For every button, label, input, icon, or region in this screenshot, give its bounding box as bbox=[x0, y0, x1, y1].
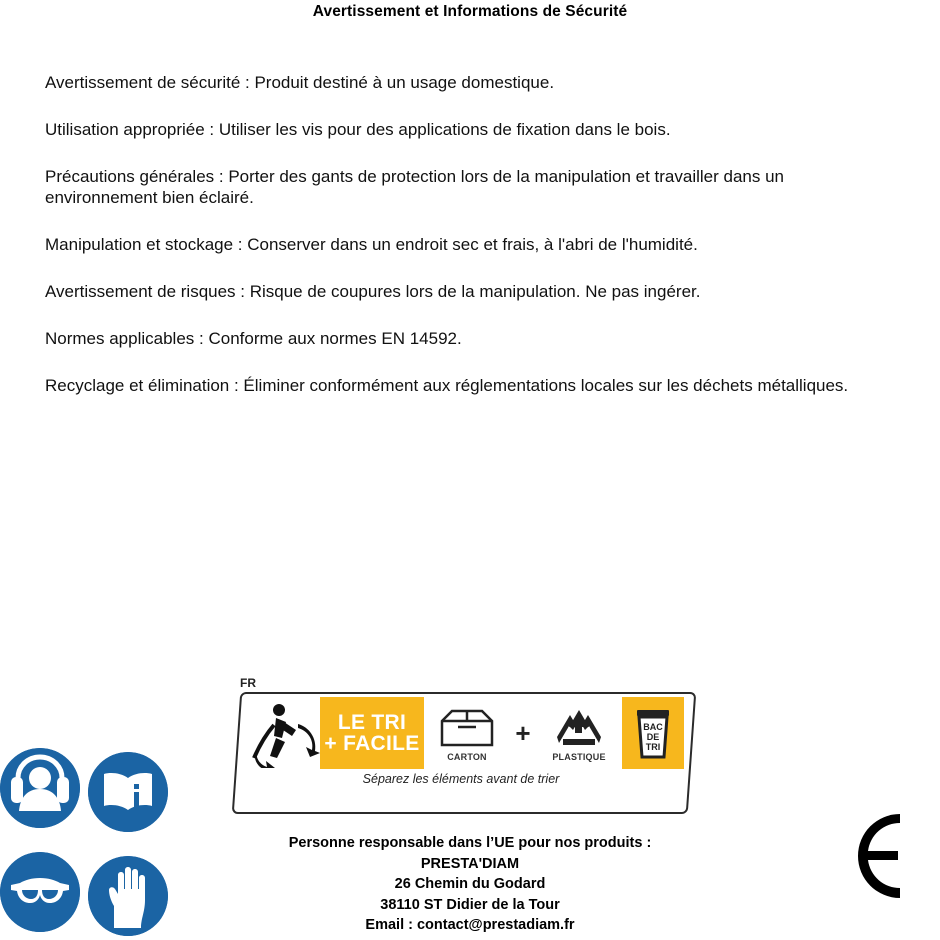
ce-marking-icon bbox=[752, 806, 912, 906]
responsible-person-email: Email : contact@prestadiam.fr bbox=[365, 917, 575, 933]
paragraph-proper-use: Utilisation appropriée : Utiliser les vis pour des applications de fixation dans le bois. bbox=[45, 120, 671, 139]
paragraph-recycling-disposal: Recyclage et élimination : Éliminer conformément aux réglementations locales sur les déchets métalliques. bbox=[45, 376, 849, 395]
triman-bin-cell bbox=[622, 697, 684, 769]
triman-carton-cell bbox=[424, 697, 510, 769]
responsible-person-address-line2: 38110 ST Didier de la Tour bbox=[380, 896, 560, 913]
paragraph-handling-storage: Manipulation et stockage : Conserver dans un endroit sec et frais, à l'abri de l'humidité. bbox=[45, 235, 698, 254]
svg-text:DE: DE bbox=[646, 732, 660, 742]
waste-bin-icon bbox=[629, 704, 677, 762]
triman-headline bbox=[320, 697, 424, 769]
page-title: Avertissement et Informations de Sécurité bbox=[312, 3, 628, 20]
triman-headline-line2: + FACILE bbox=[324, 732, 420, 755]
triman-plus-sign: + bbox=[515, 717, 531, 748]
triman-headline-line1: LE TRI bbox=[337, 711, 407, 734]
responsible-person-heading: Personne responsable dans l’UE pour nos produits : bbox=[288, 835, 652, 851]
mandatory-pictogram-group bbox=[0, 748, 182, 940]
responsible-person-address-line1: 26 Chemin du Godard bbox=[394, 876, 546, 892]
responsible-person-company: PRESTA'DIAM bbox=[420, 855, 520, 872]
svg-text:BAC: BAC bbox=[643, 722, 663, 732]
triman-logo-icon bbox=[246, 698, 320, 768]
ear-protection-icon bbox=[0, 748, 80, 828]
triman-footer-text: Séparez les éléments avant de trier bbox=[362, 772, 560, 786]
paragraph-applicable-standards: Normes applicables : Conforme aux normes EN 14592. bbox=[45, 329, 462, 348]
paragraph-risk-warning: Avertissement de risques : Risque de coupures lors de la manipulation. Ne pas ingérer. bbox=[45, 282, 701, 301]
responsible-person-block bbox=[200, 833, 740, 936]
recycling-arrows-icon bbox=[551, 705, 607, 751]
read-instructions-icon bbox=[88, 752, 168, 832]
triman-plastique-cell bbox=[536, 697, 622, 769]
paragraph-general-precautions: Précautions générales : Porter des gants de protection lors de la manipulation et travailler dans un environnement bien éclairé. bbox=[45, 167, 784, 207]
safety-information-text bbox=[45, 55, 890, 396]
paragraph-safety-warning: Avertissement de sécurité : Produit destiné à un usage domestique. bbox=[45, 73, 555, 92]
svg-text:TRI: TRI bbox=[645, 742, 661, 752]
eye-protection-icon bbox=[0, 852, 80, 932]
triman-country-code: FR bbox=[240, 676, 256, 690]
hand-protection-icon bbox=[88, 856, 168, 936]
carton-box-icon bbox=[436, 705, 498, 751]
triman-plastique-label: PLASTIQUE bbox=[552, 751, 606, 762]
triman-recycling-label bbox=[236, 676, 692, 816]
triman-carton-label: CARTON bbox=[447, 751, 487, 762]
